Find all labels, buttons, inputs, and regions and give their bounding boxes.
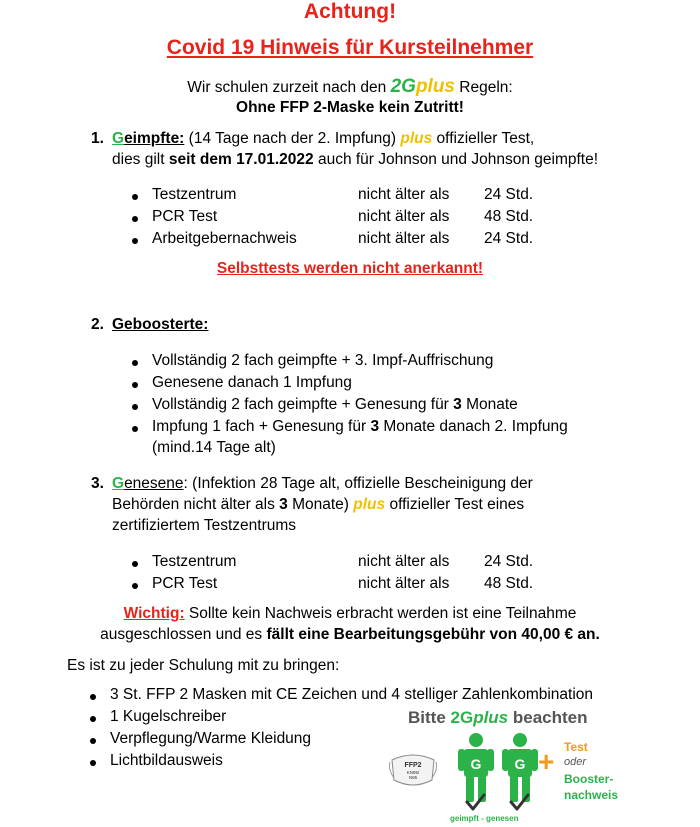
bullet-icon [132,216,138,222]
section1-text-a: (14 Tage nach der 2. Impfung) [184,130,401,147]
important-line2 [0,626,700,644]
important-label: Wichtig: [123,605,185,622]
bullet-icon [132,404,138,410]
item-name: PCR Test [152,575,218,592]
important-line1-post: Sollte kein Nachweis erbracht werden ist eine Teilnahme [184,605,577,622]
item-rule: nicht älter als [358,230,450,247]
section1-line2-post: auch für Johnson und Johnson geimpfte! [313,151,599,168]
list-item [0,208,700,228]
bullet-icon [90,694,96,700]
item-text: Vollständig 2 fach geimpfte + Genesung für [152,396,454,413]
section1-line2-pre: dies gilt [112,151,169,168]
logo-title-post: beachten [508,708,588,727]
list-item [0,575,700,595]
list-item [0,553,700,573]
figure-letter: G [470,756,482,772]
section2-number: 2. [91,316,104,333]
bullet-icon [132,561,138,567]
brand-plus: plus [415,76,455,97]
section1-title-first: G [112,130,125,147]
important-line2-pre: ausgeschlossen und es [100,626,267,643]
section3-line2-bold: 3 [279,496,288,513]
mask-label-3: N95 [408,775,418,780]
bullet-icon [90,716,96,722]
logo-title [408,708,588,728]
mask-label-1: FFP2 [404,762,422,769]
item-text: 1 Kugelschreiber [110,708,227,725]
section3-line1 [112,475,533,493]
section3-title-first: G [112,475,125,492]
item-text: 3 St. FFP 2 Masken mit CE Zeichen und 4 stelliger Zahlenkombination [110,686,594,703]
section1-plus: plus [400,130,433,147]
2gplus-logo [380,708,680,827]
list-item [0,396,700,416]
item-text: Lichtbildausweis [110,752,223,769]
bullet-icon [132,194,138,200]
item-hours: 24 Std. [484,553,534,570]
section2-title: Geboosterte: [112,316,209,333]
section3-line2-pre: Behörden nicht älter als [112,496,280,513]
item-text: Impfung 1 fach + Genesung für [152,418,371,435]
item-name: PCR Test [152,208,218,225]
item-rule: nicht älter als [358,186,450,203]
intro-post: Regeln: [455,79,513,96]
section3-line3: zertifiziertem Testzentrums [112,517,297,534]
figure-letter: G [514,756,526,772]
mask-rule: Ohne FFP 2-Maske kein Zutritt! [236,99,464,116]
section3-plus: plus [353,496,386,513]
bullet-icon [132,360,138,366]
item-text-post: Monate danach 2. Impfung [379,418,568,435]
page-title: Achtung! [303,0,397,23]
ffp2-mask-icon [388,748,438,790]
logo-booster-1: Booster- [564,772,614,786]
section3-line2-post: offizieller Test eines [385,496,525,513]
logo-test: Test [564,740,588,754]
section1-title-rest: eimpfte: [124,130,185,147]
bullet-icon [132,426,138,432]
item-bold: 3 [370,418,380,435]
item-continuation: (mind.14 Tage alt) [152,439,276,456]
item-name: Testzentrum [152,553,237,570]
bullet-icon [132,238,138,244]
list-item [0,186,700,206]
page-subtitle: Covid 19 Hinweis für Kursteilnehmer [166,36,534,59]
item-hours: 24 Std. [484,186,534,203]
selftest-warning: Selbsttests werden nicht anerkannt! [216,260,484,277]
intro-pre: Wir schulen zurzeit nach den [187,79,391,96]
section3-line1-post: : (Infektion 28 Tage alt, offizielle Bescheinigung der [183,475,533,492]
logo-plus: plus [473,708,509,727]
section1-number: 1. [91,130,104,147]
item-hours: 48 Std. [484,575,534,592]
item-text: Vollständig 2 fach geimpfte + 3. Impf-Auffrischung [152,352,494,369]
section1-line2-bold: seit dem 17.01.2022 [168,151,314,168]
section1-text-b: offizieller Test, [432,130,535,147]
section1-line1 [112,130,534,148]
item-hours: 48 Std. [484,208,534,225]
important-line1 [0,605,700,623]
important-line2-bold: fällt eine Bearbeitungsgebühr von 40,00 € an. [266,626,600,643]
bring-heading: Es ist zu jeder Schulung mit zu bringen: [67,657,340,674]
logo-plus-sign: + [538,746,555,777]
checkmark-icons [464,792,534,814]
section3-line2 [112,496,524,514]
item-text: Verpflegung/Warme Kleidung [110,730,312,747]
item-text-post: Monate [461,396,518,413]
section1-line2 [112,151,598,169]
section3-title-rest: enesene [124,475,184,492]
item-name: Testzentrum [152,186,237,203]
logo-oder: oder [564,756,587,768]
list-item [0,352,700,372]
item-rule: nicht älter als [358,553,450,570]
section3-line2-mid: Monate) [287,496,354,513]
logo-booster-2: nachweis [564,788,619,802]
item-rule: nicht älter als [358,208,450,225]
logo-2g: 2G [450,708,474,727]
bullet-icon [90,738,96,744]
logo-title-pre: Bitte [408,708,451,727]
item-name: Arbeitgebernachweis [152,230,297,247]
list-item [0,374,700,394]
intro-line [0,76,700,98]
item-rule: nicht älter als [358,575,450,592]
brand-2g: 2G [390,76,416,97]
item-text: Genesene danach 1 Impfung [152,374,352,391]
list-item [0,418,700,438]
section3-number: 3. [91,475,104,492]
mask-label-2: KN95/ [406,770,420,775]
logo-caption: geimpft - genesen [450,814,519,823]
bullet-icon [132,583,138,589]
item-hours: 24 Std. [484,230,534,247]
item-bold: 3 [453,396,462,413]
bullet-icon [132,382,138,388]
list-item [0,230,700,250]
bullet-icon [90,760,96,766]
